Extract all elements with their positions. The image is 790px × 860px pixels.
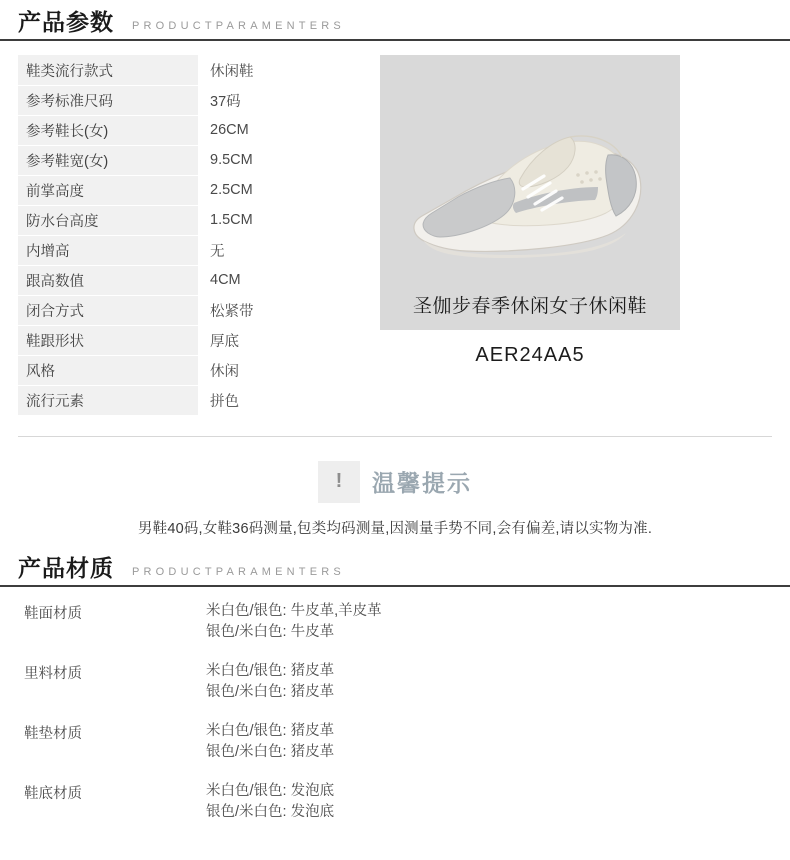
- table-row: [18, 325, 363, 355]
- param-key: 参考鞋宽(女): [18, 145, 198, 175]
- tips-block: [0, 461, 790, 538]
- param-key: 前掌高度: [18, 175, 198, 205]
- material-value-line: 米白色/银色: 发泡底: [206, 783, 335, 800]
- tips-heading: [0, 461, 790, 503]
- exclamation-icon: !: [318, 461, 360, 503]
- tips-title: 温馨提示: [372, 470, 472, 497]
- material-label: 里料材质: [24, 666, 82, 683]
- param-value: 1.5CM: [198, 205, 363, 235]
- material-list: [0, 587, 790, 823]
- param-key: 鞋类流行款式: [18, 55, 198, 85]
- param-value: 37码: [198, 85, 363, 115]
- table-row: [18, 55, 363, 85]
- material-value-line: 米白色/银色: 牛皮革,羊皮革: [206, 603, 382, 620]
- param-key: 跟高数值: [18, 265, 198, 295]
- param-key: 内增高: [18, 235, 198, 265]
- param-value: 休闲鞋: [198, 55, 363, 85]
- material-values: [206, 721, 334, 763]
- table-row: [18, 145, 363, 175]
- product-name: 圣伽步春季休闲女子休闲鞋: [412, 296, 647, 318]
- param-value: 拼色: [198, 385, 363, 415]
- material-heading-en: PRODUCTPARAMENTERS: [132, 566, 345, 579]
- material-title: 产品材质: [18, 554, 114, 581]
- material-row: [24, 721, 772, 763]
- divider: [18, 436, 772, 437]
- product-params-heading: [0, 10, 790, 41]
- table-row: [18, 235, 363, 265]
- param-value: 9.5CM: [198, 145, 363, 175]
- table-row: [18, 205, 363, 235]
- material-value-line: 米白色/银色: 猪皮革: [206, 663, 335, 680]
- material-label: 鞋底材质: [24, 786, 82, 803]
- param-key: 鞋跟形状: [18, 325, 198, 355]
- param-key: 参考标准尺码: [18, 85, 198, 115]
- material-values: [206, 661, 334, 703]
- material-label: 鞋垫材质: [24, 726, 82, 743]
- param-key: 参考鞋长(女): [18, 115, 198, 145]
- material-value-line: 银色/米白色: 猪皮革: [206, 744, 335, 761]
- product-code: AER24AA5: [475, 344, 585, 367]
- table-row: [18, 175, 363, 205]
- material-value-line: 银色/米白色: 猪皮革: [206, 684, 335, 701]
- param-key: 防水台高度: [18, 205, 198, 235]
- page-title: 产品参数: [18, 9, 114, 35]
- material-row: [24, 661, 772, 703]
- param-key: 风格: [18, 355, 198, 385]
- param-value: 休闲: [198, 355, 363, 385]
- product-visual: [380, 55, 680, 367]
- table-row: [18, 115, 363, 145]
- param-value: 松紧带: [198, 295, 363, 325]
- material-values: [206, 781, 334, 823]
- product-image: [380, 55, 680, 330]
- material-row: [24, 601, 772, 643]
- param-key: 流行元素: [18, 385, 198, 415]
- params-and-product: [0, 41, 790, 416]
- material-label: 鞋面材质: [24, 606, 82, 623]
- product-material-heading: [0, 556, 790, 587]
- table-row: [18, 85, 363, 115]
- product-params-heading-en: PRODUCTPARAMENTERS: [132, 20, 345, 33]
- material-value-line: 银色/米白色: 发泡底: [206, 804, 335, 821]
- table-row: [18, 385, 363, 415]
- material-value-line: 米白色/银色: 猪皮革: [206, 723, 335, 740]
- material-row: [24, 781, 772, 823]
- tips-text: 男鞋40码,女鞋36码测量,包类均码测量,因测量手势不同,会有偏差,请以实物为准.: [137, 520, 653, 537]
- product-params-table: [18, 55, 363, 416]
- param-value: 2.5CM: [198, 175, 363, 205]
- table-row: [18, 295, 363, 325]
- table-row: [18, 355, 363, 385]
- param-key: 闭合方式: [18, 295, 198, 325]
- product-detail-page: [0, 10, 790, 860]
- param-value: 26CM: [198, 115, 363, 145]
- table-row: [18, 265, 363, 295]
- param-value: 厚底: [198, 325, 363, 355]
- material-values: [206, 601, 382, 643]
- shoe-illustration: [392, 83, 668, 293]
- param-value: 无: [198, 235, 363, 265]
- material-value-line: 银色/米白色: 牛皮革: [206, 624, 335, 641]
- param-value: 4CM: [198, 265, 363, 295]
